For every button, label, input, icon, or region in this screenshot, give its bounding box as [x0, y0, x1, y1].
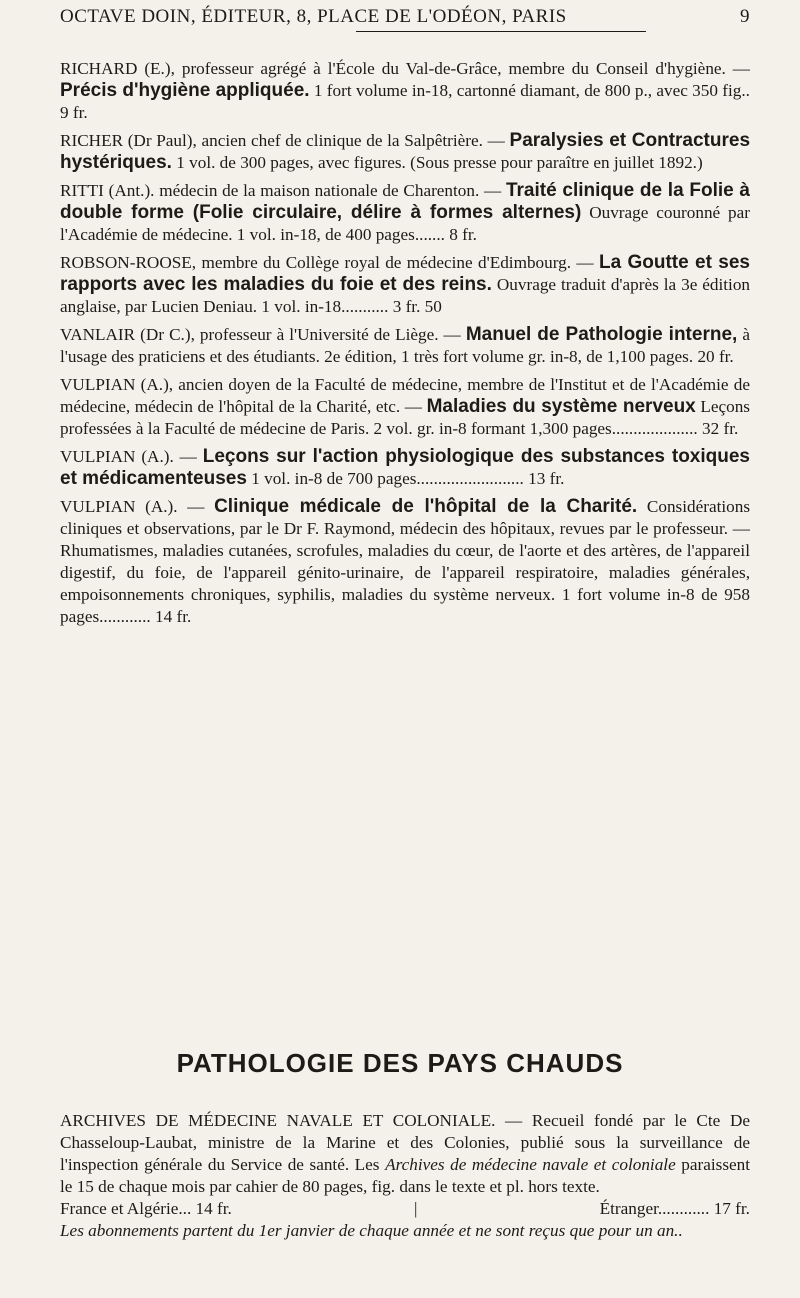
entry-author: VANLAIR (Dr C.), professeur à l'Université de Liège. —: [60, 325, 461, 344]
entry-author: ROBSON-ROOSE, membre du Collège royal de médecine d'Edimbourg. —: [60, 253, 594, 272]
entry-details: 1 vol. de 300 pages, avec figures. (Sous presse pour paraître en juillet 1892.): [176, 153, 703, 172]
catalog-entry: [60, 496, 750, 628]
entry-title: Paralysies et Contractures hystériques.: [60, 130, 751, 173]
catalog-entry: [60, 180, 750, 246]
catalog-entry: [60, 252, 750, 318]
entry-author: RITTI (Ant.). médecin de la maison nationale de Charenton. —: [60, 181, 502, 200]
catalog-entry: [60, 324, 750, 368]
price-separator: |: [414, 1199, 418, 1218]
page-number: 9: [740, 6, 750, 27]
catalog-entry: [60, 58, 750, 124]
entry-title: Leçons sur l'action physiologique des substances toxiques et médicamenteuses: [60, 446, 750, 489]
entry-details: 1 vol. in-8 de 700 pages.........................: [251, 469, 524, 488]
entry-author: VULPIAN (A.). —: [60, 497, 205, 516]
entry-title: Clinique médicale de l'hôpital de la Charité.: [214, 496, 638, 517]
entry-author: RICHER (Dr Paul), ancien chef de clinique de la Salpêtrière. —: [60, 131, 505, 150]
entry-details: Ouvrage couronné par l'Académie de médecine. 1 vol. in-18, de 400 pages.......: [60, 203, 751, 244]
archives-prices: [60, 1198, 750, 1220]
entry-price: 32 fr.: [701, 419, 739, 438]
entry-title: Précis d'hygiène appliquée.: [60, 80, 310, 101]
archives-intro-end: paraissent le 15 de chaque mois par cahier de 80 pages, fig. dans le texte et pl. hors texte.: [60, 1155, 751, 1196]
entry-title: La Goutte et ses rapports avec les maladies du foie et des reins.: [60, 252, 750, 295]
entry-details: Leçons professées à la Faculté de médecine de Paris. 2 vol. gr. in-8 formant 1,300 pages....................: [60, 397, 750, 438]
catalog-entry: [60, 374, 750, 440]
entry-price: 13 fr.: [528, 469, 565, 488]
archives-intro: ARCHIVES DE MÉDECINE NAVALE ET COLONIALE. — Recueil fondé par le Cte De Chasseloup-Laubat, ministre de la Marine et des Colonies, publié sous la surveillance de l'inspection générale du Service de santé. Les: [60, 1111, 750, 1174]
archives-entry: [60, 1110, 750, 1242]
publisher-line: OCTAVE DOIN, ÉDITEUR, 8, PLACE DE L'ODÉON, PARIS: [60, 6, 567, 27]
entry-author: VULPIAN (A.), ancien doyen de la Faculté de médecine, membre de l'Institut et de l'Académie de médecine, médecin de l'hôpital de la Charité, etc. —: [60, 375, 750, 416]
subscription-note: Les abonnements partent du 1er janvier de chaque année et ne sont reçus que pour un an..: [60, 1221, 683, 1240]
catalog-entry: [60, 446, 750, 490]
entry-price: 3 fr. 50: [392, 297, 442, 316]
header-rule: [356, 31, 646, 32]
entry-title: Traité clinique de la Folie à double forme (Folie circulaire, délire à formes alternes): [60, 180, 750, 223]
entry-details: à l'usage des praticiens et des étudiants. 2e édition, 1 très fort volume gr. in-8, de 1,100 pages.: [60, 325, 751, 366]
entry-title: Manuel de Pathologie interne,: [465, 324, 738, 345]
archives-journal-title: Archives de médecine navale et coloniale: [385, 1155, 676, 1174]
entry-price: 8 fr.: [449, 225, 477, 244]
entry-price: 14 fr.: [155, 607, 192, 626]
page-header: [60, 6, 750, 28]
entry-price: 9 fr.: [60, 103, 88, 122]
entry-author: VULPIAN (A.). —: [60, 447, 197, 466]
section-heading: PATHOLOGIE DES PAYS CHAUDS: [176, 1048, 624, 1078]
entry-title: Maladies du système nerveux: [426, 396, 696, 417]
entry-price: 20 fr.: [697, 347, 734, 366]
catalog-entry: [60, 130, 750, 174]
catalog-entries: [60, 58, 750, 634]
price-abroad: Étranger............ 17 fr.: [599, 1199, 750, 1218]
entry-details: Considérations cliniques et observations, par le Dr F. Raymond, médecin des hôpitaux, revues par le professeur. — Rhumatismes, maladies cutanées, scrofules, maladies du cœur, de l'aorte et des artères, de l'appareil digestif, du foie, de l'appareil génito-urinaire, de l'appareil respiratoire, maladies générales, empoisonnements chroniques, syphilis, maladies du système nerveux. 1 fort volume in-8 de 958 pages............: [60, 497, 751, 626]
entry-author: RICHARD (E.), professeur agrégé à l'École du Val-de-Grâce, membre du Conseil d'hygiène. —: [60, 59, 750, 78]
price-france: France et Algérie... 14 fr.: [60, 1199, 232, 1218]
entry-details: 1 fort volume in-18, cartonné diamant, de 800 p., avec 350 fig..: [313, 81, 750, 100]
entry-details: Ouvrage traduit d'après la 3e édition anglaise, par Lucien Deniau. 1 vol. in-18...........: [60, 275, 751, 316]
